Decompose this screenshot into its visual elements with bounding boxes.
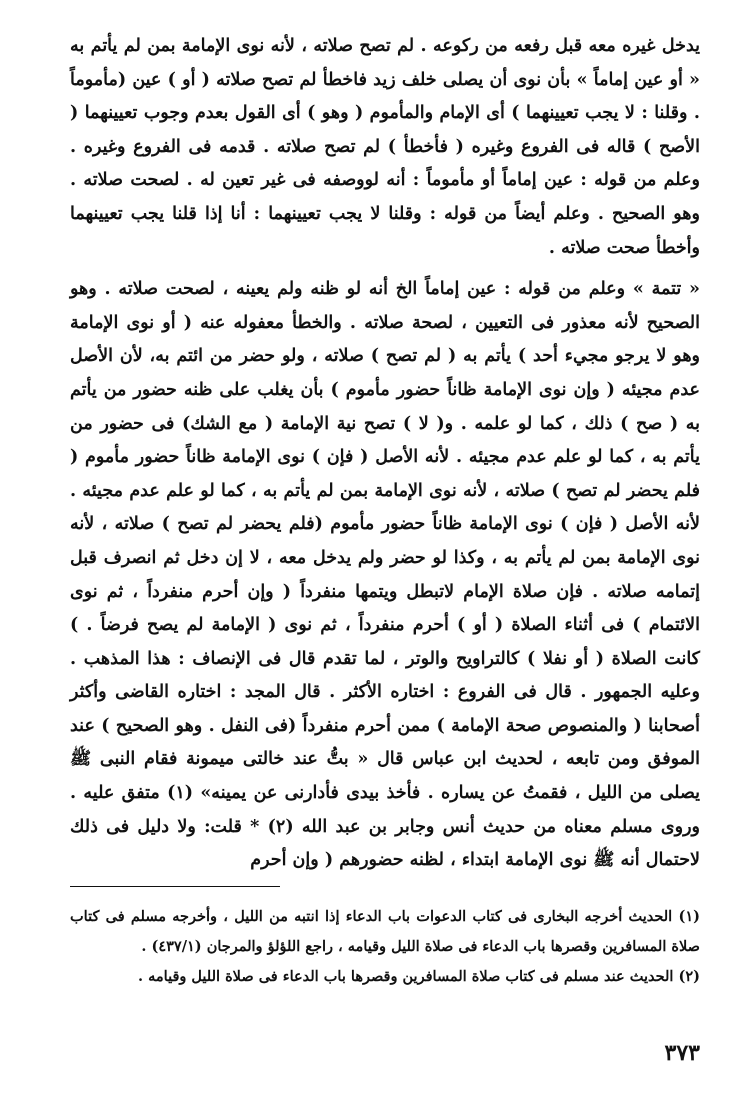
footnote-2: (٢) الحديث عند مسلم فى كتاب صلاة المسافرين وقصرها باب الدعاء فى صلاة الليل وقيامه . — [138, 968, 700, 985]
footnote-separator — [70, 886, 280, 887]
body-paragraph-2: « تتمة » وعلم من قوله : عين إماماً الخ أنه لو ظنه ولم يعينه ، لصحت صلاته . وهو الصحيح لأنه معذور فى التعيين ، لصحة صلاته . والخطأ معفوله عنه ( أو نوى الإمامة وهو لا يرجو مجيء أحد ) يأتم به ( لم تصح ) صلاته ، ولو حضر من ائتم به، لأن الأصل عدم مجيئه ( وإن نوى الإمامة ظاناً حضور مأموم ) بأن يغلب على ظنه حضور من يأتم به ( صح ) ذلك ، كما لو علمه . و( لا ) تصح نية الإمامة ( مع الشك) فى حضور من يأتم به ، كما لو علم عدم مجيئه . لأنه الأصل ( فإن ) نوى الإمامة ظاناً حضور مأموم ( فلم يحضر لم تصح ) صلاته ، لأنه نوى الإمامة بمن لم يأتم به ، كما لو علم عدم مجيئه . لأنه الأصل ( فإن ) نوى الإمامة ظاناً حضور مأموم (فلم يحضر لم تصح ) صلاته ، لأنه نوى الإمامة بمن لم يأتم به ، وكذا لو حضر ولم يدخل معه ، لا إن دخل ثم انصرف قبل إتمامه صلاته . فإن صلاة الإمام لاتبطل ويتمها منفرداً ( وإن أحرم منفرداً ، ثم نوى الائتمام ) فى أثناء الصلاة ( أو ) أحرم منفرداً ، ثم نوى ( الإمامة لم يصح فرضاً . ) كانت الصلاة ( أو نفلا ) كالتراويح والوتر ، لما تقدم قال فى الإنصاف : هذا المذهب . وعليه الجمهور . قال فى الفروع : اختاره الأكثر . قال المجد : اختاره القاضى وأكثر أصحابنا ( والمنصوص صحة الإمامة ) ممن أحرم منفرداً (فى النفل . وهو الصحيح ) عند الموفق ومن تابعه ، لحديث ابن عباس قال « بتُّ عند خالتى ميمونة فقام النبى ﷺ يصلى من الليل ، فقمتُ عن يساره . فأخذ بيدى فأدارنى عن يمينه» (١) متفق عليه . وروى مسلم معناه من حديث أنس وجابر بن عبد الله (٢) * قلت: ولا دليل فى ذلك لاحتمال أنه ﷺ نوى الإمامة ابتداء ، لظنه حضورهم ( وإن أحرم — [70, 279, 700, 871]
book-page — [70, 30, 700, 1070]
body-paragraph-1: يدخل غيره معه قبل رفعه من ركوعه . لم تصح صلاته ، لأنه نوى الإمامة بمن لم يأتم به « أو عين إماماً » بأن نوى أن يصلى خلف زيد فاخطأ لم تصح صلاته ( أو ) عين (مأموماً . وقلنا : لا يجب تعيينهما ) أى الإمام والمأموم ( وهو ) أى القول بعدم وجوب تعيينهما ( الأصح ) قاله فى الفروع وغيره ( فأخطأ ) لم تصح صلاته . قدمه فى الفروع وغيره . وعلم من قوله : عين إماماً أو مأموماً : أنه لووصفه فى غير تعين له . لصحت صلاته . وهو الصحيح . وعلم أيضاً من قوله : وقلنا لا يجب تعيينهما : أنا إذا قلنا يجب تعيينهما وأخطأ صحت صلاته . — [70, 36, 700, 258]
page-number: ٣٧٣ — [664, 1040, 700, 1066]
footnotes — [70, 902, 700, 992]
footnote-1: (١) الحديث أخرجه البخارى فى كتاب الدعوات باب الدعاء إذا انتبه من الليل ، وأخرجه مسلم فى كتاب صلاة المسافرين وقصرها باب الدعاء فى صلاة الليل وقيامه ، راجع اللؤلؤ والمرجان (٤٣٧/١) . — [70, 908, 700, 955]
